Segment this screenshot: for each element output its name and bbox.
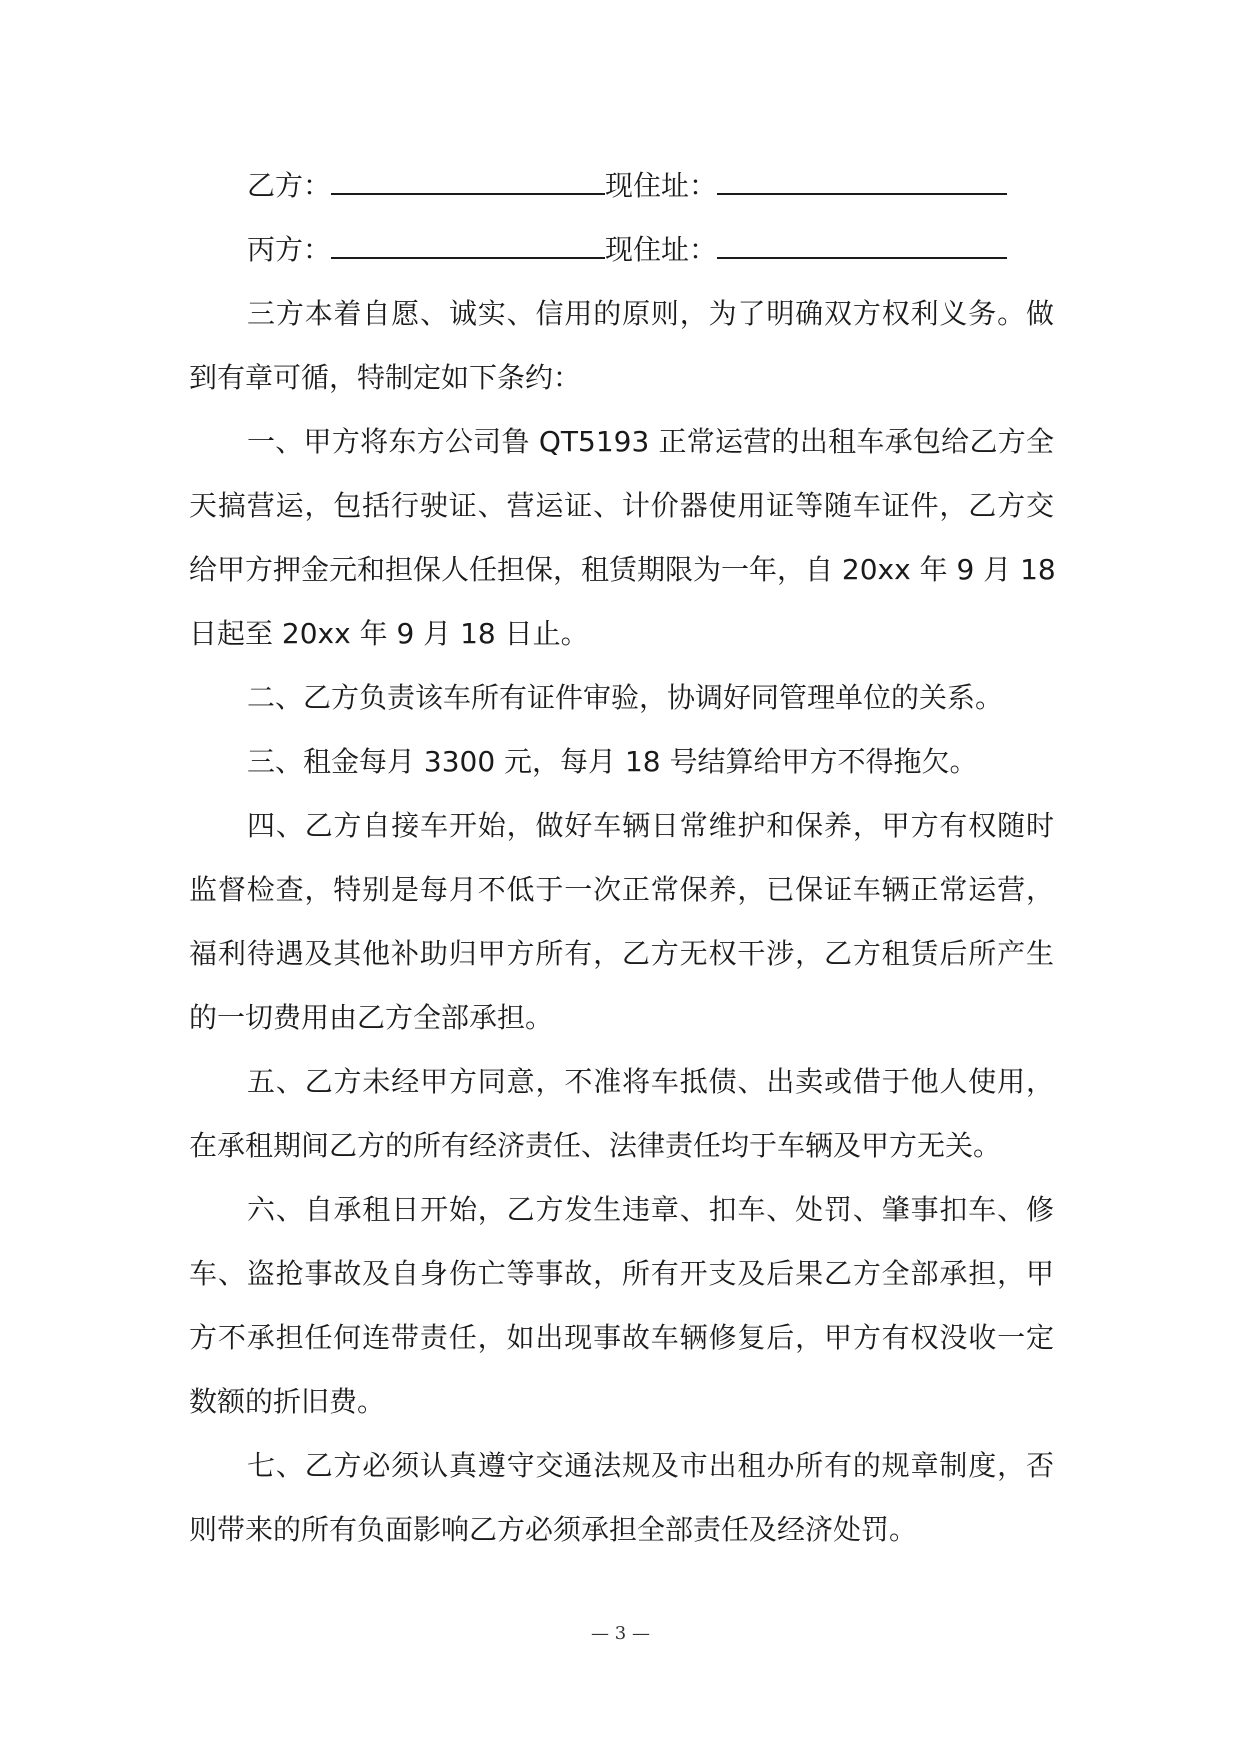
party-c-name-blank xyxy=(331,221,605,259)
party-c-address-blank xyxy=(717,221,1007,259)
page-number: — 3 — xyxy=(591,1623,650,1644)
clause-7-line-2: 则带来的所有负面影响乙方必须承担全部责任及经济处罚。 xyxy=(189,1513,918,1546)
party-b-name-blank xyxy=(331,157,605,195)
clause-1-line-3: 给甲方押金元和担保人任担保，租赁期限为一年，自 20xx 年 9 月 18 xyxy=(189,553,1056,586)
clause-5-line-2: 在承租期间乙方的所有经济责任、法律责任均于车辆及甲方无关。 xyxy=(189,1129,1002,1162)
clause-3-line-1: 三、租金每月 3300 元，每月 18 号结算给甲方不得拖欠。 xyxy=(247,745,978,778)
party-c-label: 丙方： xyxy=(247,233,332,266)
clause-6-line-4: 数额的折旧费。 xyxy=(189,1385,386,1418)
party-b-address-blank xyxy=(717,157,1007,195)
clause-4-line-3: 福利待遇及其他补助归甲方所有，乙方无权干涉，乙方租赁后所产生 xyxy=(189,937,1054,970)
clause-4-line-2: 监督检查，特别是每月不低于一次正常保养，已保证车辆正常运营， xyxy=(189,873,1054,906)
clause-7-line-1: 七、乙方必须认真遵守交通法规及市出租办所有的规章制度，否 xyxy=(247,1449,1054,1482)
clause-1-line-2: 天搞营运，包括行驶证、营运证、计价器使用证等随车证件，乙方交 xyxy=(189,489,1054,522)
party-c-address-label: 现住址： xyxy=(605,233,718,266)
party-b-address-label: 现住址： xyxy=(605,169,718,202)
clause-6-line-1: 六、自承租日开始，乙方发生违章、扣车、处罚、肇事扣车、修 xyxy=(247,1193,1054,1226)
clause-5-line-1: 五、乙方未经甲方同意，不准将车抵债、出卖或借于他人使用， xyxy=(247,1065,1054,1098)
clause-6-line-2: 车、盗抢事故及自身伤亡等事故，所有开支及后果乙方全部承担，甲 xyxy=(189,1257,1054,1290)
party-c-line xyxy=(189,218,1054,282)
clause-2-line-1: 二、乙方负责该车所有证件审验，协调好同管理单位的关系。 xyxy=(247,681,1004,714)
clause-6-line-3: 方不承担任何连带责任，如出现事故车辆修复后，甲方有权没收一定 xyxy=(189,1321,1054,1354)
clause-4-line-4: 的一切费用由乙方全部承担。 xyxy=(189,1001,554,1034)
party-b-line xyxy=(189,154,1054,218)
party-b-label: 乙方： xyxy=(247,169,332,202)
intro-line-1: 三方本着自愿、诚实、信用的原则，为了明确双方权利义务。做 xyxy=(247,297,1054,330)
document-body xyxy=(189,154,1054,1562)
clause-1-line-4: 日起至 20xx 年 9 月 18 日止。 xyxy=(189,617,589,650)
clause-4-line-1: 四、乙方自接车开始，做好车辆日常维护和保养，甲方有权随时 xyxy=(247,809,1054,842)
intro-line-2: 到有章可循，特制定如下条约： xyxy=(189,361,582,394)
clause-1-line-1: 一、甲方将东方公司鲁 QT5193 正常运营的出租车承包给乙方全 xyxy=(247,425,1054,458)
